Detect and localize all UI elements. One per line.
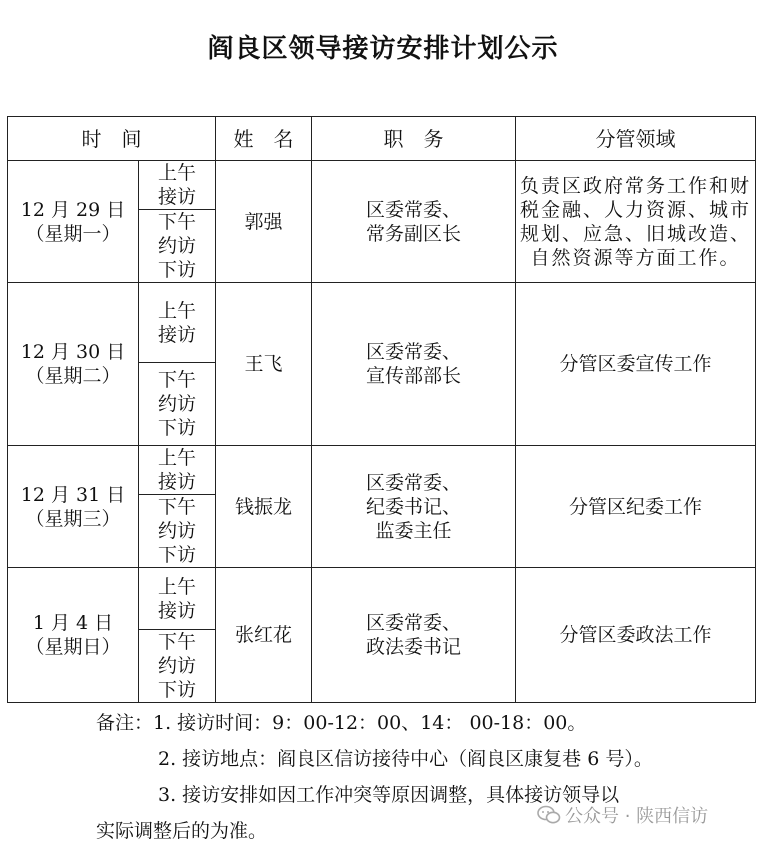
date-cell	[8, 446, 139, 568]
scope-cell: 负责区政府常务工作和财税金融、人力资源、城市规划、应急、旧城改造、自然资源等方面工作。	[516, 161, 756, 283]
notes-line-3: 3. 接访安排如因工作冲突等原因调整，具体接访领导以	[158, 784, 620, 806]
am-slot: 上午接访	[139, 283, 216, 363]
position-line: 区委常委、	[365, 198, 461, 221]
position-line: 监委主任	[375, 519, 452, 542]
am-slot: 上午接访	[139, 446, 216, 495]
position-line: 纪委书记、	[365, 495, 461, 518]
am-slot: 上午接访	[139, 161, 216, 210]
position-cell	[312, 446, 516, 568]
notes-label: 备注：	[96, 712, 154, 734]
note-text: 1. 接访时间：9：00-12：00、14： 00-18：00。	[153, 712, 587, 734]
leader-name: 张红花	[216, 568, 312, 703]
pm-slot: 下午约访下访	[139, 363, 216, 446]
notes-line-4: 实际调整后的为准。	[96, 820, 268, 842]
table-row	[8, 161, 756, 210]
position-line: 区委常委、	[365, 612, 461, 634]
leader-name: 王飞	[216, 283, 312, 446]
table-row	[8, 446, 756, 495]
position-cell	[312, 568, 516, 703]
scope-cell: 分管区纪委工作	[516, 446, 756, 568]
am-slot: 上午接访	[139, 568, 216, 630]
schedule-table	[7, 116, 756, 703]
scope-cell: 分管区委政法工作	[516, 568, 756, 703]
table-header-row	[8, 117, 756, 161]
notes-line-1	[96, 705, 586, 741]
table-row	[8, 283, 756, 363]
header-name: 姓 名	[216, 117, 312, 161]
position-line: 区委常委、	[365, 341, 461, 363]
date-text: 12 月 31 日	[20, 483, 126, 506]
page-title: 阎良区领导接访安排计划公示	[207, 34, 559, 64]
date-cell	[8, 568, 139, 703]
wechat-icon	[537, 805, 561, 825]
pm-slot: 下午约访下访	[139, 495, 216, 568]
position-line: 常务副区长	[365, 222, 461, 245]
position-cell	[312, 161, 516, 283]
header-position: 职 务	[312, 117, 516, 161]
leader-name: 郭强	[216, 161, 312, 283]
weekday-text: （星期一）	[25, 222, 121, 245]
weekday-text: （星期日）	[25, 636, 121, 658]
position-cell	[312, 283, 516, 446]
date-text: 1 月 4 日	[32, 612, 114, 634]
position-line: 宣传部部长	[365, 365, 461, 387]
table-row	[8, 568, 756, 630]
header-time: 时 间	[8, 117, 216, 161]
date-cell	[8, 161, 139, 283]
date-text: 12 月 30 日	[20, 341, 126, 363]
header-scope: 分管领域	[516, 117, 756, 161]
position-line: 政法委书记	[365, 636, 461, 658]
date-cell	[8, 283, 139, 446]
pm-slot: 下午约访下访	[139, 210, 216, 283]
watermark-text: 公众号 · 陕西信访	[565, 806, 709, 827]
notes-line-2: 2. 接访地点：阎良区信访接待中心（阎良区康复巷 6 号）。	[158, 748, 653, 770]
weekday-text: （星期二）	[25, 365, 121, 387]
watermark	[537, 802, 708, 828]
leader-name: 钱振龙	[216, 446, 312, 568]
position-line: 区委常委、	[365, 471, 461, 494]
scope-cell: 分管区委宣传工作	[516, 283, 756, 446]
pm-slot: 下午约访下访	[139, 630, 216, 703]
date-text: 12 月 29 日	[20, 198, 126, 221]
weekday-text: （星期三）	[25, 507, 121, 530]
